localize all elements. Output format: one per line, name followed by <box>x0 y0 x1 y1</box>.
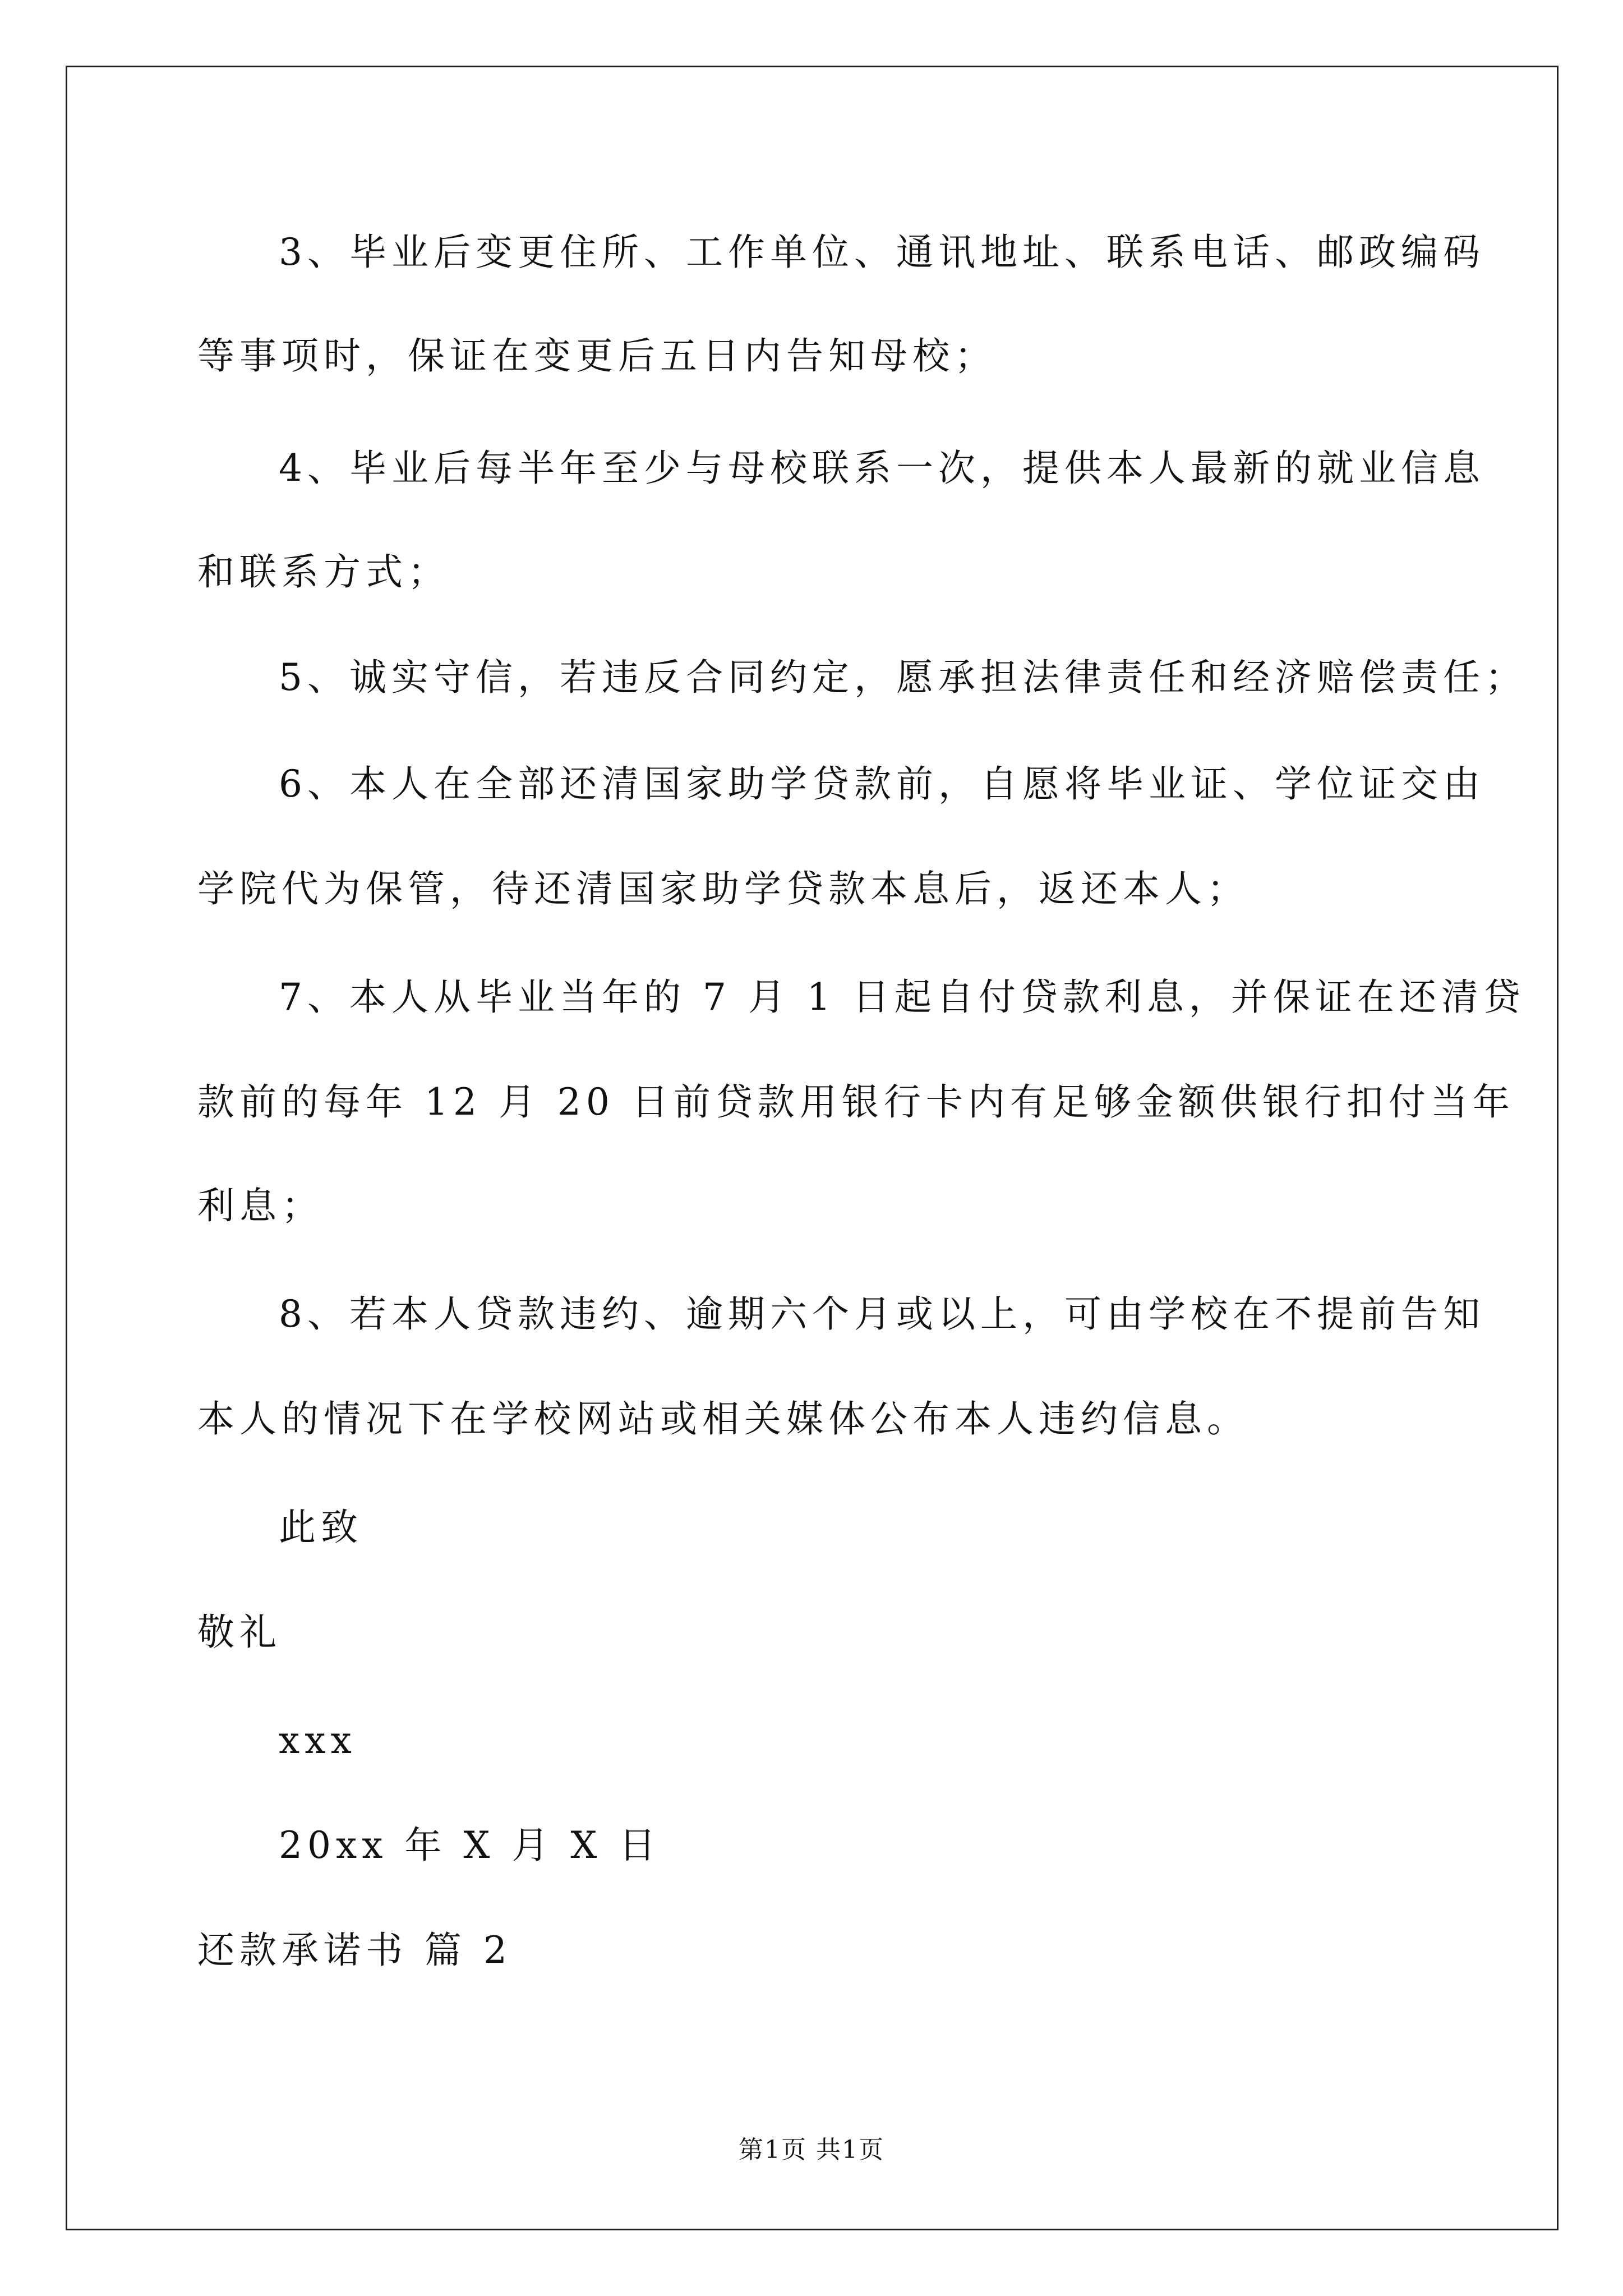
clause-4-line-2: 和联系方式； <box>197 550 450 593</box>
clause-7-line-1: 7、本人从毕业当年的 7 月 1 日起自付贷款利息，并保证在还清贷 <box>279 976 1525 1019</box>
clause-7-line-3: 利息； <box>197 1184 324 1227</box>
clause-3-line-2: 等事项时，保证在变更后五日内告知母校； <box>197 334 997 378</box>
signature-date: 20xx 年 X 月 X 日 <box>279 1824 661 1867</box>
signature-name: xxx <box>279 1719 357 1762</box>
clause-3-line-1: 3、毕业后变更住所、工作单位、通讯地址、联系电话、邮政编码 <box>279 231 1485 274</box>
clause-6-line-2: 学院代为保管，待还清国家助学贷款本息后，返还本人； <box>197 867 1249 910</box>
clause-8-line-1: 8、若本人贷款违约、逾期六个月或以上，可由学校在不提前告知 <box>279 1292 1485 1336</box>
page-border <box>66 66 1559 2230</box>
page-footer: 第1页 共1页 <box>739 2136 884 2164</box>
section-heading: 还款承诺书 篇 2 <box>197 1929 512 1972</box>
clause-7-line-2: 款前的每年 12 月 20 日前贷款用银行卡内有足够金额供银行扣付当年 <box>197 1080 1515 1124</box>
clause-4-line-1: 4、毕业后每半年至少与母校联系一次，提供本人最新的就业信息 <box>279 447 1485 490</box>
clause-8-line-2: 本人的情况下在学校网站或相关媒体公布本人违约信息。 <box>197 1397 1249 1441</box>
clause-6-line-1: 6、本人在全部还清国家助学贷款前，自愿将毕业证、学位证交由 <box>279 762 1485 806</box>
closing-cizhi: 此致 <box>279 1506 363 1549</box>
clause-5-line-1: 5、诚实守信，若违反合同约定，愿承担法律责任和经济赔偿责任； <box>279 656 1527 699</box>
closing-jingli: 敬礼 <box>197 1611 282 1654</box>
